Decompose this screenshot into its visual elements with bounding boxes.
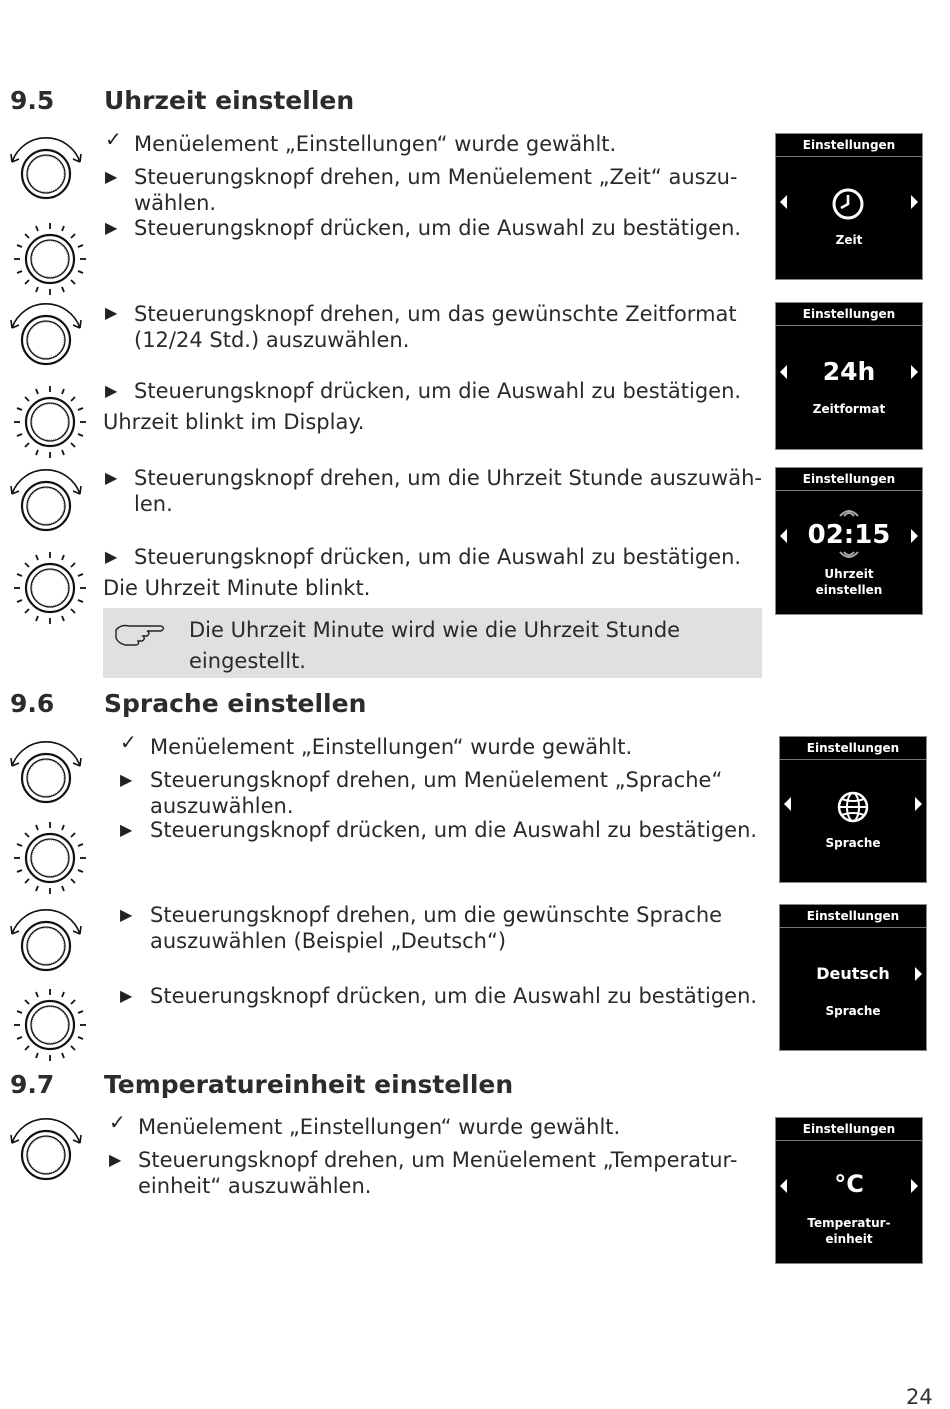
bullet-arrow-icon: ▶	[120, 820, 133, 839]
check-icon: ✓	[120, 730, 137, 754]
check-icon: ✓	[105, 127, 122, 151]
screen-header: Einstellungen	[776, 1118, 922, 1141]
arrow-right-icon	[915, 797, 922, 811]
clock-icon	[830, 186, 866, 222]
step-text: Steuerungsknopf drücken, um die Auswahl zu bestätigen.	[134, 545, 742, 569]
bullet-arrow-icon: ▶	[109, 1150, 122, 1169]
blink-wave-icon	[836, 504, 862, 518]
section-number: 9.6	[10, 689, 55, 718]
screen-label: Temperatur-	[807, 1216, 891, 1230]
display-screen-zeit	[776, 134, 922, 279]
arrow-left-icon	[780, 195, 787, 209]
rotate-knob-icon	[6, 300, 86, 380]
display-screen-uhrzeit	[776, 468, 922, 614]
step-text: (12/24 Std.) auszuwählen.	[134, 328, 410, 352]
step-text: Steuerungsknopf drehen, um das gewünschte Zeitformat	[134, 302, 737, 326]
screen-label: Zeitformat	[812, 402, 886, 416]
blink-wave-icon	[836, 550, 862, 564]
step-text: auszuwählen.	[150, 794, 294, 818]
screen-label: einheit	[825, 1232, 873, 1246]
bullet-arrow-icon: ▶	[105, 167, 118, 186]
display-screen-deutsch	[780, 905, 926, 1050]
screen-header: Einstellungen	[776, 303, 922, 326]
press-knob-icon	[10, 548, 90, 628]
result-text: Die Uhrzeit Minute blinkt.	[103, 576, 371, 600]
arrow-left-icon	[784, 797, 791, 811]
step-text: Menüelement „Einstellungen“ wurde gewählt.	[150, 735, 633, 759]
bullet-arrow-icon: ▶	[105, 218, 118, 237]
bullet-arrow-icon: ▶	[120, 905, 133, 924]
step-text: Steuerungsknopf drehen, um Menüelement „Temperatur-	[138, 1148, 738, 1172]
step-text: Steuerungsknopf drehen, um Menüelement „Sprache“	[150, 768, 723, 792]
rotate-knob-icon	[6, 1115, 86, 1195]
screen-value: °C	[834, 1170, 864, 1198]
step-text: len.	[134, 492, 173, 516]
screen-label: Sprache	[825, 836, 881, 850]
bullet-arrow-icon: ▶	[105, 547, 118, 566]
bullet-arrow-icon: ▶	[120, 770, 133, 789]
screen-label: Uhrzeit	[824, 567, 874, 581]
press-knob-icon	[10, 818, 90, 898]
note-text: eingestellt.	[189, 649, 306, 673]
screen-header: Einstellungen	[776, 468, 922, 491]
result-text: Uhrzeit blinkt im Display.	[103, 410, 365, 434]
bullet-arrow-icon: ▶	[105, 381, 118, 400]
step-text: Steuerungsknopf drücken, um die Auswahl zu bestätigen.	[134, 379, 742, 403]
screen-header: Einstellungen	[780, 737, 926, 760]
step-text: Menüelement „Einstellungen“ wurde gewählt.	[138, 1115, 621, 1139]
rotate-knob-icon	[6, 134, 86, 214]
screen-label: Zeit	[835, 233, 863, 247]
screen-value: Deutsch	[816, 964, 890, 983]
press-knob-icon	[10, 219, 90, 299]
screen-label: Sprache	[825, 1004, 881, 1018]
check-icon: ✓	[109, 1110, 126, 1134]
rotate-knob-icon	[6, 738, 86, 818]
arrow-right-icon	[911, 195, 918, 209]
screen-label: einstellen	[815, 583, 883, 597]
note-text: Die Uhrzeit Minute wird wie die Uhrzeit Stunde	[189, 618, 681, 642]
step-text: Steuerungsknopf drehen, um die gewünschte Sprache	[150, 903, 723, 927]
step-text: wählen.	[134, 191, 217, 215]
step-text: Steuerungsknopf drücken, um die Auswahl zu bestätigen.	[150, 984, 758, 1008]
screen-header: Einstellungen	[776, 134, 922, 157]
step-text: Menüelement „Einstellungen“ wurde gewählt.	[134, 132, 617, 156]
step-text: auszuwählen (Beispiel „Deutsch“)	[150, 929, 507, 953]
step-text: Steuerungsknopf drücken, um die Auswahl zu bestätigen.	[134, 216, 742, 240]
page-number: 24	[906, 1385, 933, 1409]
display-screen-zeitformat	[776, 303, 922, 449]
pointing-hand-icon	[113, 618, 173, 648]
step-text: einheit“ auszuwählen.	[138, 1174, 372, 1198]
section-number: 9.5	[10, 86, 55, 115]
step-text: Steuerungsknopf drehen, um die Uhrzeit Stunde auszuwäh-	[134, 466, 762, 490]
section-title: Uhrzeit einstellen	[104, 86, 355, 115]
rotate-knob-icon	[6, 466, 86, 546]
note-box	[103, 608, 762, 678]
section-title: Temperatureinheit einstellen	[104, 1070, 514, 1099]
section-title: Sprache einstellen	[104, 689, 367, 718]
rotate-knob-icon	[6, 906, 86, 986]
press-knob-icon	[10, 382, 90, 462]
screen-value: 24h	[822, 357, 876, 386]
globe-icon	[835, 789, 871, 825]
press-knob-icon	[10, 985, 90, 1065]
screen-value: 02:15	[807, 520, 891, 550]
display-screen-temperatur	[776, 1118, 922, 1263]
bullet-arrow-icon: ▶	[105, 468, 118, 487]
section-number: 9.7	[10, 1070, 55, 1099]
step-text: Steuerungsknopf drehen, um Menüelement „Zeit“ auszu-	[134, 165, 738, 189]
bullet-arrow-icon: ▶	[105, 303, 118, 322]
screen-header: Einstellungen	[780, 905, 926, 928]
display-screen-sprache	[780, 737, 926, 882]
step-text: Steuerungsknopf drücken, um die Auswahl zu bestätigen.	[150, 818, 758, 842]
bullet-arrow-icon: ▶	[120, 986, 133, 1005]
